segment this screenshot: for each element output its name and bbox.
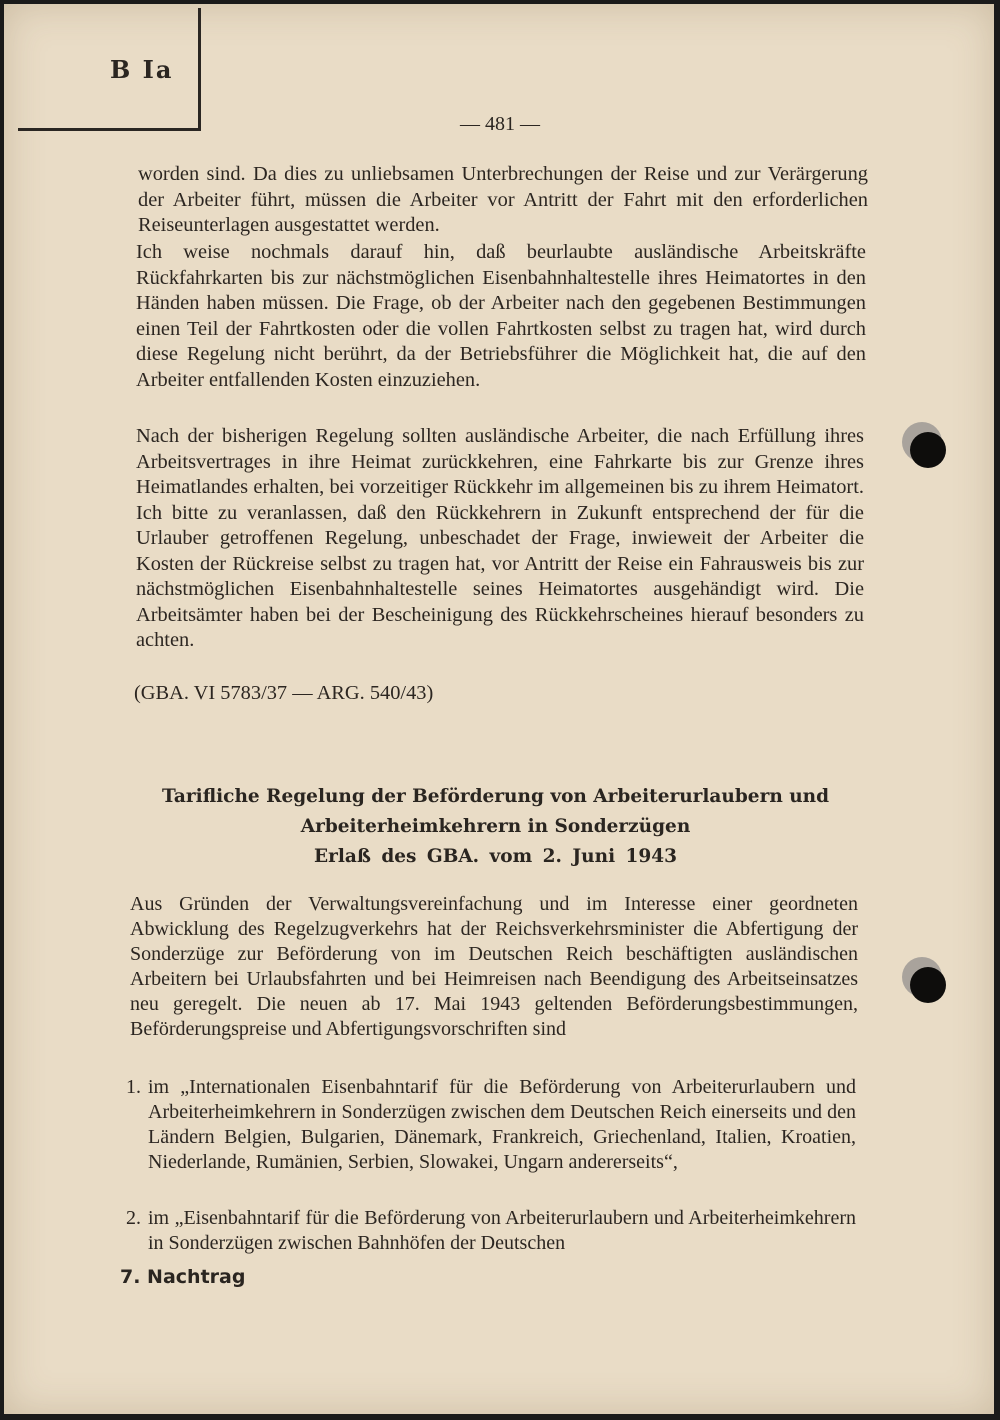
list-item-number: 2. bbox=[126, 1207, 141, 1229]
intro-paragraph: Aus Gründen der Verwaltungsvereinfachung und im Interesse einer geordneten Abwicklung des Regelzugverkehrs hat der Reichsverkehrsminister die Abfertigung der Sonderzüge zur Beförderung von im Deutschen Reich beschäftigten ausländischen Arbeitern bei Urlaubsfahrten und bei Heimreisen nach Beendigung des Arbeitseinsatzes neu geregelt. Die neuen ab 17. Mai 1943 geltenden Beförderungsbestimmungen, Beförderungspreise und Abfertigungsvorschriften sind bbox=[130, 893, 858, 1040]
list-item bbox=[126, 1206, 856, 1256]
paragraph-3: Nach der bisherigen Regelung sollten ausländische Arbeiter, die nach Erfüllung ihres Arbeitsvertrages in ihre Heimat zurückkehren, eine Fahrkarte bis zur Grenze ihres Heimatlandes erhalten, bei vorzeitiger Rückkehr im allgemeinen bis zu ihrem Heimatort. Ich bitte zu veranlassen, daß den Rückkehrern in Zukunft entsprechend der für die Urlauber getroffenen Regelung, unbeschadet der Frage, inwieweit der Arbeiter die Kosten der Rückreise selbst zu tragen hat, vor Antritt der Reise ein Fahrausweis bis zur nächstmöglichen Eisenbahnhaltestelle seines Heimatortes ausgehändigt wird. Die Arbeitsämter haben bei der Bescheinigung des Rückkehrscheines hierauf besonders zu achten. bbox=[136, 425, 864, 651]
paragraph-1: worden sind. Da dies zu unliebsamen Unterbrechungen der Reise und zur Verärgerung der Arbeiter führt, müssen die Arbeiter vor Antritt der Fahrt mit den erforderlichen Reiseunterlagen ausgestattet werden. bbox=[138, 163, 868, 236]
list-item bbox=[126, 1075, 856, 1175]
list-item-number: 1. bbox=[126, 1076, 141, 1098]
section-label: B Ia bbox=[110, 55, 174, 84]
page-number: — 481 — bbox=[460, 113, 540, 135]
supplement-label: 7. Nachtrag bbox=[120, 1266, 246, 1288]
punch-hole bbox=[910, 432, 946, 468]
section-title: Tarifliche Regelung der Beförderung von Arbeiterurlaubern und Arbeiterheimkehrern in Sonderzügen bbox=[161, 786, 830, 837]
section-subtitle: Erlaß des GBA. vom 2. Juni 1943 bbox=[313, 846, 678, 867]
reference-citation: (GBA. VI 5783/37 — ARG. 540/43) bbox=[134, 682, 434, 704]
list-item-text: im „Eisenbahntarif für die Beförderung von Arbeiterurlaubern und Arbeiterheimkehrern in Sonderzügen zwischen Bahnhöfen der Deutschen bbox=[148, 1207, 856, 1254]
list-item-text: im „Internationalen Eisenbahntarif für die Beförderung von Arbeiterurlaubern und Arbeiterheimkehrern in Sonderzügen zwischen dem Deutschen Reich einerseits und den Ländern Belgien, Bulgarien, Dänemark, Frankreich, Griechenland, Italien, Kroatien, Niederlande, Rumänien, Serbien, Slowakei, Ungarn andererseits“, bbox=[148, 1076, 856, 1173]
paragraph-2: Ich weise nochmals darauf hin, daß beurlaubte ausländische Arbeitskräfte Rückfahrkarten bis zur nächstmöglichen Eisenbahnhaltestelle ihres Heimatortes in den Händen haben müssen. Die Frage, ob der Arbeiter nach den gegebenen Bestimmungen einen Teil der Fahrtkosten oder die vollen Fahrtkosten selbst zu tragen hat, wird durch diese Regelung nicht berührt, da der Betriebsführer die Möglichkeit hat, die auf den Arbeiter entfallenden Kosten einzuziehen. bbox=[136, 241, 866, 391]
punch-hole bbox=[910, 967, 946, 1003]
